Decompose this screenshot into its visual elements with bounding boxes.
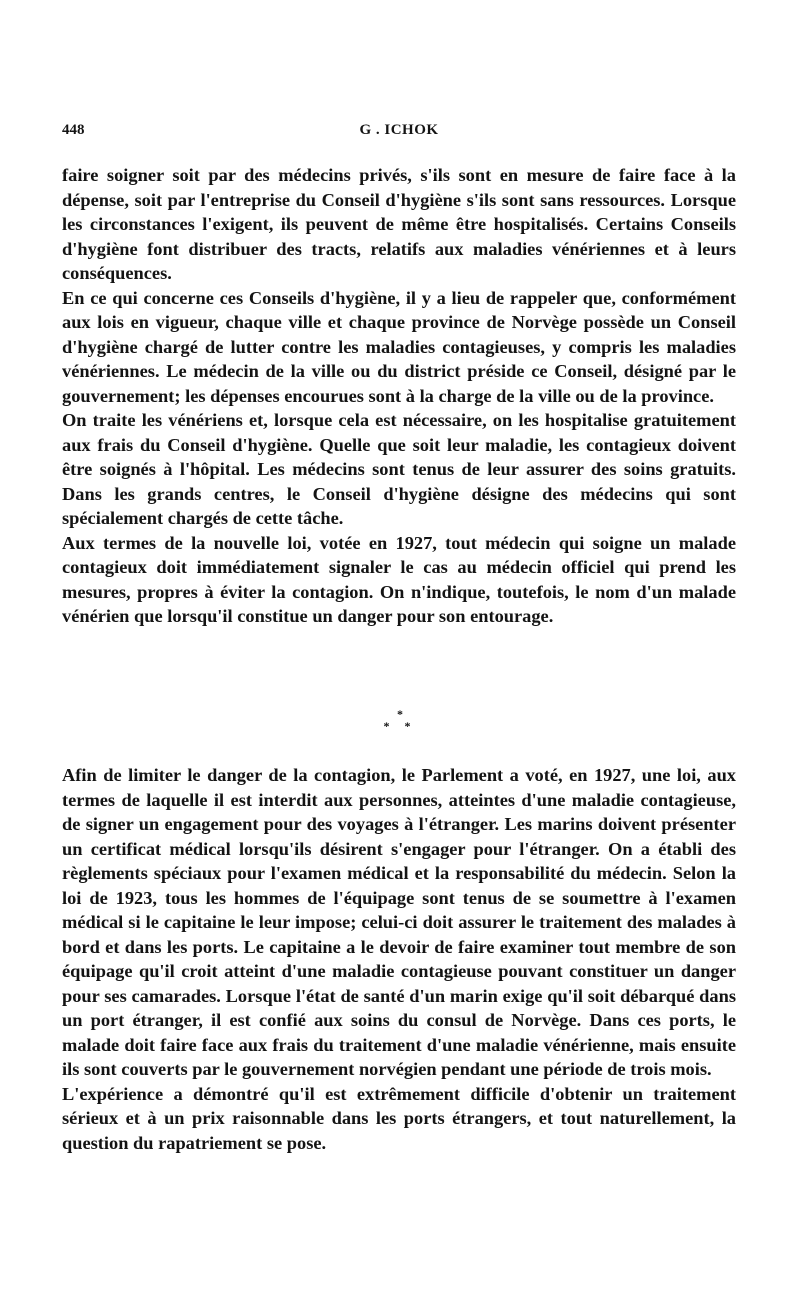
text-block-2 [62,763,736,1155]
running-head: G . ICHOK [359,122,439,138]
page-number: 448 [62,122,85,138]
paragraph: Afin de limiter le danger de la contagion, le Parlement a voté, en 1927, une loi, aux termes de laquelle il est interdit aux personnes, atteintes d'une maladie contagieuse, de signer un engagement pour des voyages à l'étranger. Les marins doivent présenter un certificat médical lorsqu'ils désirent s'engager pour l'étranger. On a établi des règlements spéciaux pour l'examen médical et la responsabilité du médecin. Selon la loi de 1923, tous les hommes de l'équipage sont tenus de se soumettre à l'examen médical si le capitaine le leur impose; celui-ci doit assurer le traitement des malades à bord et dans les ports. Le capitaine a le devoir de faire examiner tout membre de son équipage qu'il croit atteint d'une maladie contagieuse pouvant constituer un danger pour ses camarades. Lorsque l'état de santé d'un marin exige qu'il soit débarqué dans un port étranger, il est confié aux soins du consul de Norvège. Dans ces ports, le malade doit faire face aux frais du traitement d'une maladie vénérienne, mais ensuite ils sont couverts par le gouvernement norvégien pendant une période de trois mois. [62,765,736,1079]
section-asterism [370,708,430,742]
paragraph: En ce qui concerne ces Conseils d'hygiène, il y a lieu de rappeler que, conformément aux lois en vigueur, chaque ville et chaque province de Norvège possède un Conseil d'hygiène chargé de lutter contre les maladies contagieuses, y compris les maladies vénériennes. Le médecin de la ville ou du district préside ce Conseil, désigné par le gouvernement; les dépenses encourues sont à la charge de la ville ou de la province. [62,287,736,406]
asterism-bottom: * * [383,719,417,733]
asterism-top: * [397,707,403,721]
paragraph: On traite les vénériens et, lorsque cela est nécessaire, on les hospitalise gratuitement aux frais du Conseil d'hygiène. Quelle que soit leur maladie, les contagieux doivent être soignés à l'hôpital. Les médecins sont tenus de leur assurer des soins gratuits. Dans les grands centres, le Conseil d'hygiène désigne des médecins qui sont spécialement chargés de cette tâche. [62,410,736,528]
paragraph: faire soigner soit par des médecins privés, s'ils sont en mesure de faire face à la dépense, soit par l'entreprise du Conseil d'hygiène s'ils sont sans ressources. Lorsque les circonstances l'exigent, ils peuvent de même être hospitalisés. Certains Conseils d'hygiène font distribuer des tracts, relatifs aux maladies vénériennes et à leurs conséquences. [62,165,736,283]
paragraph: Aux termes de la nouvelle loi, votée en 1927, tout médecin qui soigne un malade contagieux doit immédiatement signaler le cas au médecin officiel qui prend les mesures, propres à éviter la contagion. On n'indique, toutefois, le nom d'un malade vénérien que lorsqu'il constitue un danger pour son entourage. [62,532,736,626]
page-header [62,122,736,142]
text-block-1 [62,163,736,629]
paragraph: L'expérience a démontré qu'il est extrêmement difficile d'obtenir un traitement sérieux et à un prix raisonnable dans les ports étrangers, et tout naturellement, la question du rapatriement se pose. [62,1083,736,1153]
